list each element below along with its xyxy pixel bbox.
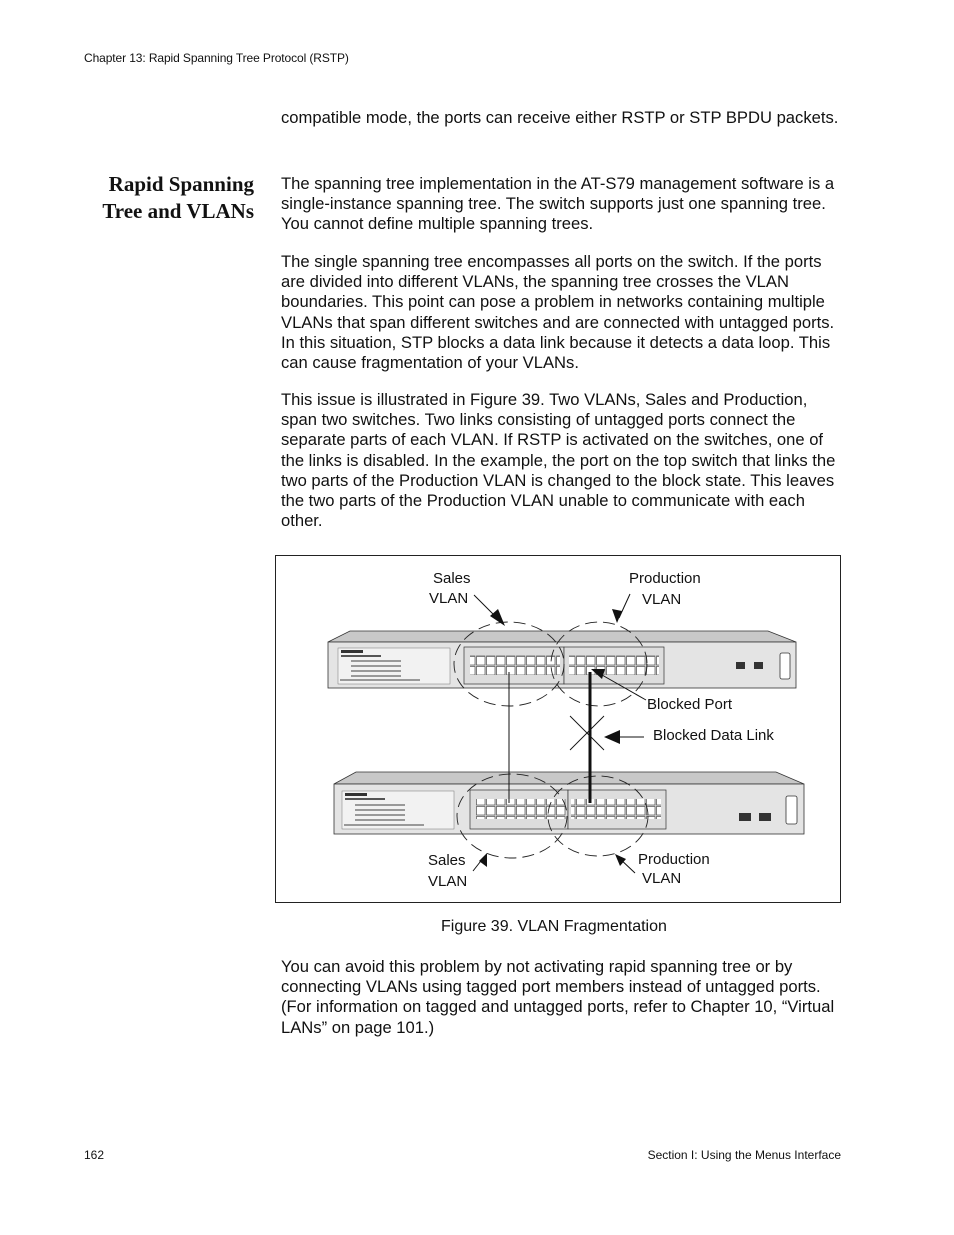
top-switch [328,631,796,688]
section-title-line-1: Rapid Spanning [108,172,254,196]
top-production-label-line-1: Production [629,570,701,587]
top-sales-label-line-1: Sales [433,570,471,587]
top-sales-label-line-2: VLAN [429,590,469,607]
figure-caption: Figure 39. VLAN Fragmentation [441,918,667,935]
blocked-link-x-mark [570,716,604,750]
running-header: Chapter 13: Rapid Spanning Tree Protocol (RSTP) [84,51,349,65]
top-production-label-line-2: VLAN [642,591,682,608]
bottom-switch [334,772,804,834]
paragraph-figure-intro: This issue is illustrated in Figure 39. Two VLANs, Sales and Production, span two switches. Two links consisting of untagged ports connect the separate parts of each VLAN. If RSTP is activated on the switches, one of the links is disabled. In the example, the port on the top switch that links the two parts of the Production VLAN is changed to the block state. This leaves the two parts of the Production VLAN unable to communicate with each other. [281,390,836,531]
bottom-sales-label-line-2: VLAN [428,873,468,890]
figure-vlan-fragmentation [275,555,841,903]
blocked-link-arrowhead [604,730,620,744]
paragraph-continuation: compatible mode, the ports can receive either RSTP or STP BPDU packets. [281,108,839,127]
top-sales-arrowhead [490,609,505,626]
top-production-arrowhead [612,609,622,623]
paragraph-vlan-boundaries: The single spanning tree encompasses all ports on the switch. If the ports are divided into different VLANs, the spanning tree crosses the VLAN boundaries. This point can pose a problem in networks containing multiple VLANs that span different switches and are connected with untagged ports. In this situation, STP blocks a data link because it detects a data loop. This can cause fragmentation of your VLANs. [281,252,835,373]
bottom-production-label-line-1: Production [638,851,710,868]
blocked-data-link-label: Blocked Data Link [653,727,774,744]
section-title [60,171,254,225]
top-production-pointer [619,594,630,618]
paragraph-avoid-problem: You can avoid this problem by not activating rapid spanning tree or by connecting VLANs using tagged port members instead of untagged ports. (For information on tagged and untagged ports, refer to Chapter 10, “Virtual LANs” on page 101.) [281,957,835,1037]
footer-section: Section I: Using the Menus Interface [647,1148,841,1162]
blocked-port-label: Blocked Port [647,696,733,713]
bottom-sales-label-line-1: Sales [428,852,466,869]
bottom-production-label-line-2: VLAN [642,870,682,887]
bottom-production-arrowhead [615,854,626,866]
page-number: 162 [84,1148,105,1162]
bottom-sales-arrowhead [479,853,487,867]
section-title-line-2: Tree and VLANs [102,199,254,223]
paragraph-single-instance: The spanning tree implementation in the AT-S79 management software is a single-instance spanning tree. The switch supports just one spanning tree. You cannot define multiple spanning trees. [281,174,835,234]
